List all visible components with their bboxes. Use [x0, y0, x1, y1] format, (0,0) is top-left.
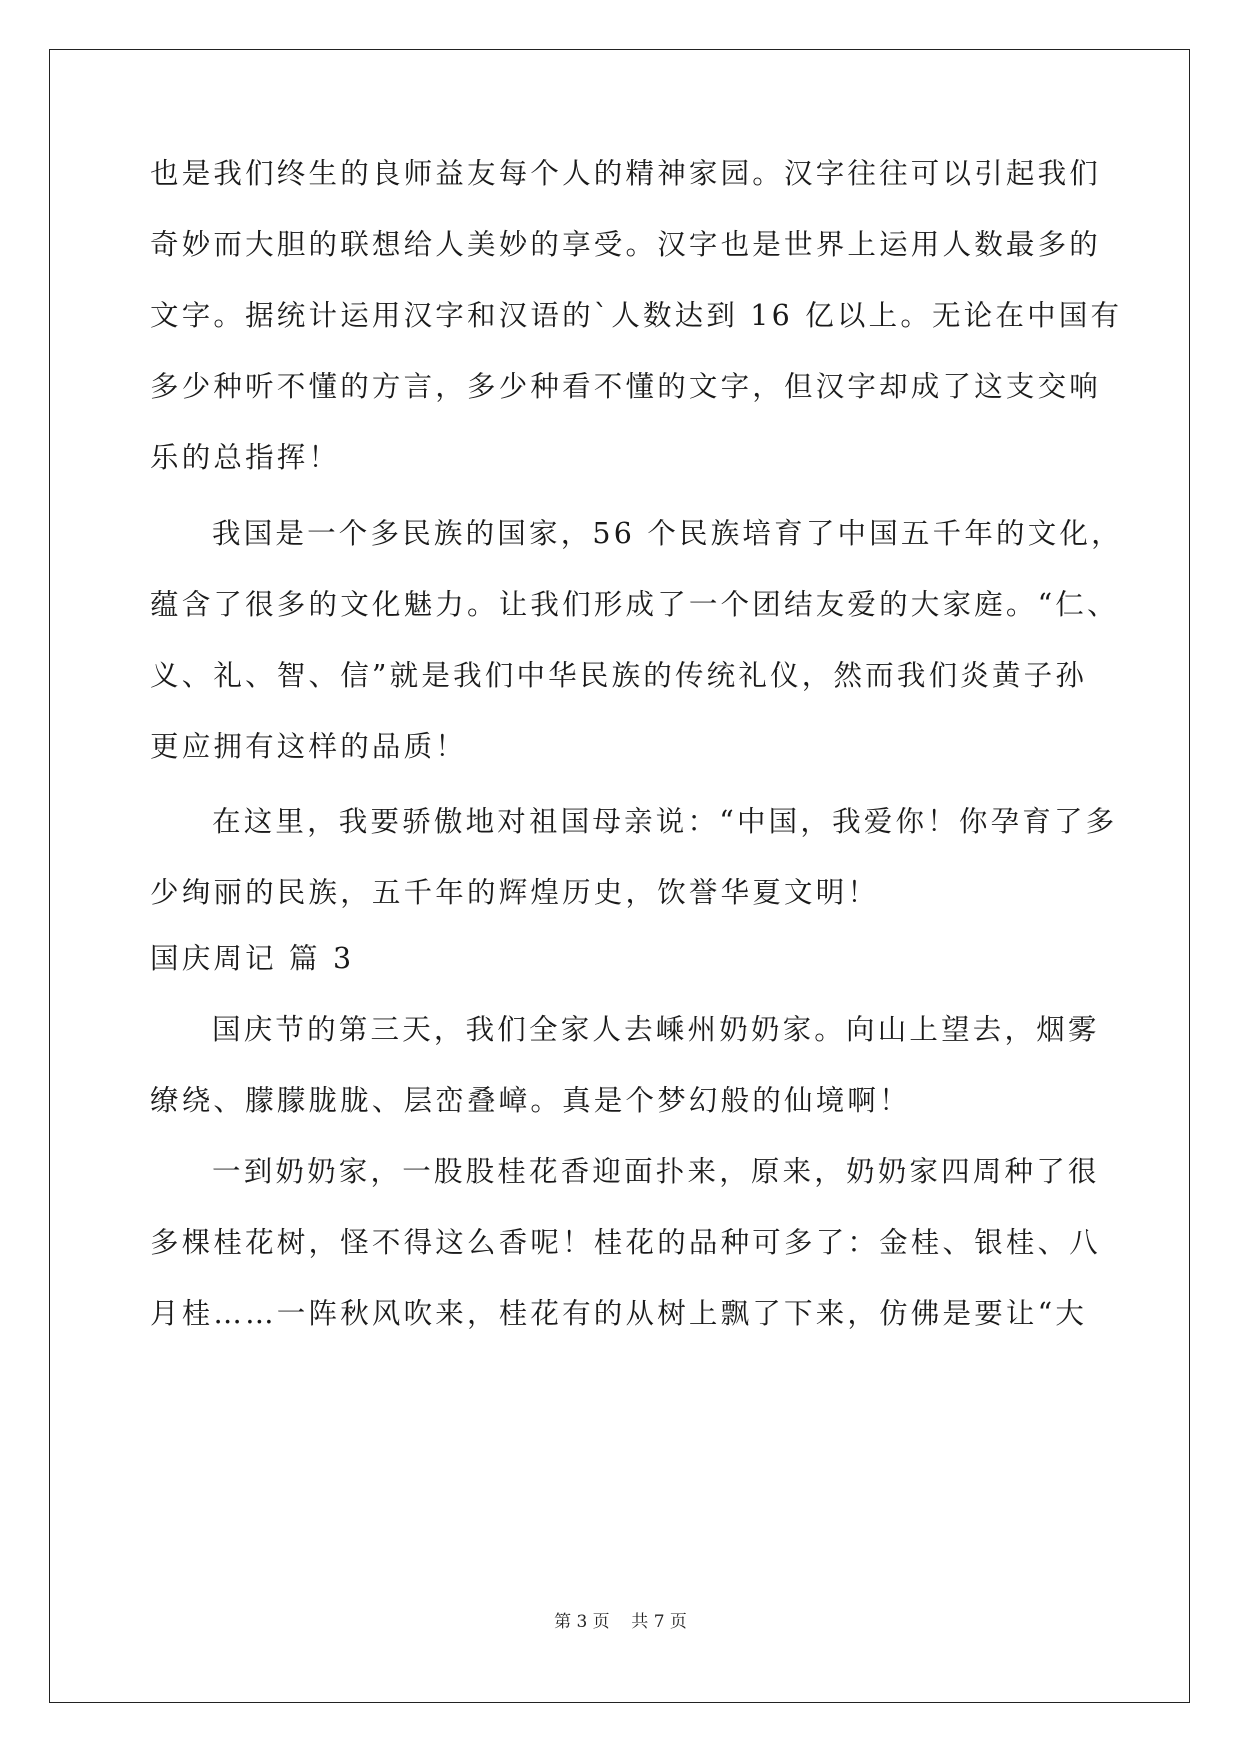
text-line: 文字。据统计运用汉字和汉语的`人数达到 16 亿以上。无论在中国有 — [150, 299, 1123, 332]
paragraph-first-line: 国庆节的第三天，我们全家人去嵊州奶奶家。向山上望去，烟雾 — [212, 1013, 1100, 1046]
page-footer — [0, 1607, 1241, 1632]
text-line: 义、礼、智、信”就是我们中华民族的传统礼仪，然而我们炎黄子孙 — [150, 659, 1088, 692]
text-line: 多棵桂花树，怪不得这么香呢！桂花的品种可多了：金桂、银桂、八 — [150, 1226, 1102, 1259]
paragraph-first-line: 一到奶奶家，一股股桂花香迎面扑来，原来，奶奶家四周种了很 — [212, 1155, 1100, 1188]
paragraph-first-line: 在这里，我要骄傲地对祖国母亲说：“中国，我爱你！你孕育了多 — [212, 805, 1118, 838]
paragraph-first-line: 我国是一个多民族的国家，56 个民族培育了中国五千年的文化， — [212, 517, 1123, 550]
text-line: 也是我们终生的良师益友每个人的精神家园。汉字往往可以引起我们 — [150, 157, 1102, 190]
text-line: 多少种听不懂的方言，多少种看不懂的文字，但汉字却成了这支交响 — [150, 370, 1102, 403]
text-line: 蕴含了很多的文化魅力。让我们形成了一个团结友爱的大家庭。“仁、 — [150, 588, 1119, 621]
text-line: 奇妙而大胆的联想给人美妙的享受。汉字也是世界上运用人数最多的 — [150, 228, 1102, 261]
text-line: 月桂……一阵秋风吹来，桂花有的从树上飘了下来，仿佛是要让“大 — [150, 1297, 1088, 1330]
text-line: 更应拥有这样的品质！ — [150, 730, 468, 763]
text-line: 少绚丽的民族，五千年的辉煌历史，饮誉华夏文明！ — [150, 876, 880, 909]
section-heading: 国庆周记 篇 3 — [150, 942, 355, 975]
page-number: 第 3 页 共 7 页 — [554, 1612, 687, 1632]
text-line: 缭绕、朦朦胧胧、层峦叠嶂。真是个梦幻般的仙境啊！ — [150, 1084, 911, 1117]
text-line: 乐的总指挥！ — [150, 441, 341, 474]
